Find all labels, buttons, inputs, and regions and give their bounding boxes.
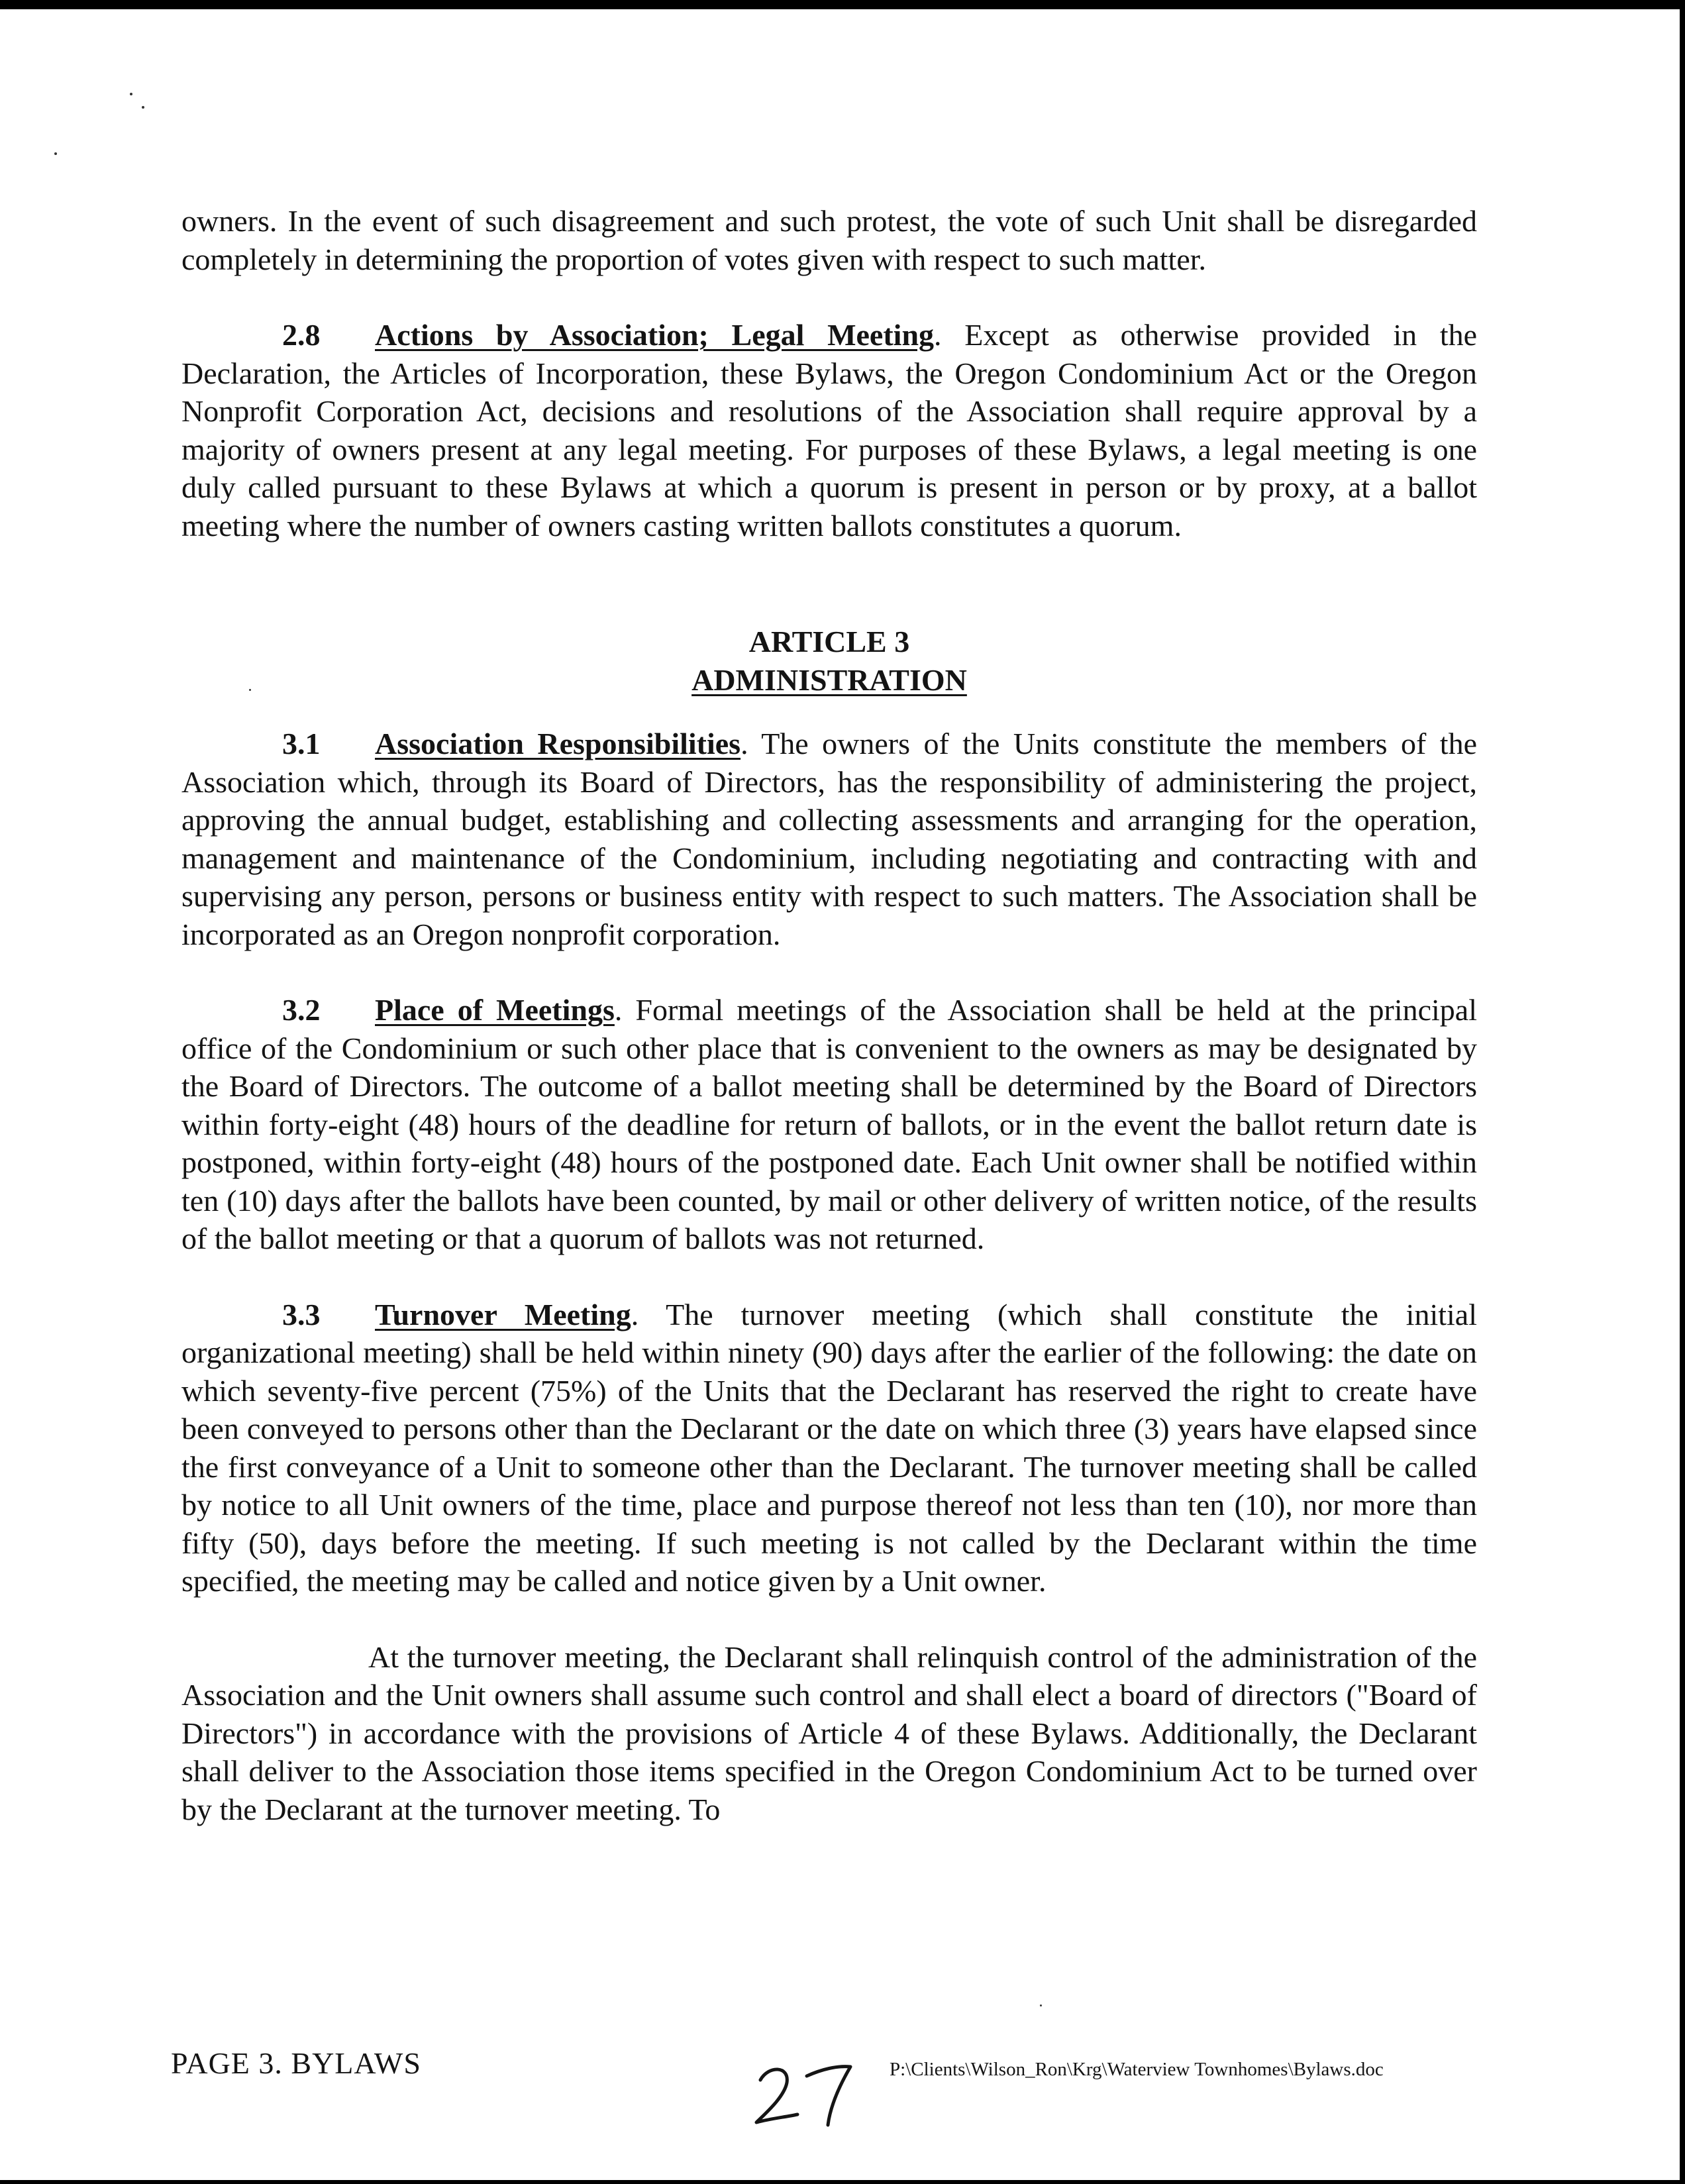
scan-border-right	[1680, 0, 1685, 2184]
section-2-8	[181, 316, 1477, 545]
scan-speck	[1040, 2004, 1042, 2006]
article-heading: ARTICLE 3	[748, 625, 910, 658]
continuation-paragraph: owners. In the event of such disagreement and such protest, the vote of such Unit shall be disregarded completely in determining the proportion of votes given with respect to such matter.	[181, 204, 1477, 276]
section-title: Place of Meetings	[375, 993, 615, 1027]
section-number: 3.2	[282, 993, 321, 1027]
section-body: . The turnover meeting (which shall constitute the initial organizational meeting) shall be held within ninety (90) days after the earlier of the following: the date on which seventy-five percent (75%) of the Units that the Declarant has reserved the right to create have been conveyed to persons other than the Declarant or the date on which three (3) years have elapsed since the first conveyance of a Unit to someone other than the Declarant. The turnover meeting shall be called by notice to all Unit owners of the time, place and purpose thereof not less than ten (10), nor more than fifty (50), days before the meeting. If such meeting is not called by the Declarant within the time specified, the meeting may be called and notice given by a Unit owner.	[181, 1297, 1477, 1598]
footer-file-path: P:\Clients\Wilson_Ron\Krg\Waterview Townhomes\Bylaws.doc	[890, 2059, 1384, 2080]
section-body: . Formal meetings of the Association shall be held at the principal office of the Condominium or such other place that is convenient to the owners as may be designated by the Board of Directors. The outcome of a ballot meeting shall be determined by the Board of Directors within forty-eight (48) hours of the deadline for return of ballots, or in the event the ballot return date is postponed, within forty-eight (48) hours of the postponed date. Each Unit owner shall be notified within ten (10) days after the ballots have been counted, by mail or other delivery of written notice, of the results of the ballot meeting or that a quorum of ballots was not returned.	[181, 993, 1477, 1255]
scan-speck	[142, 106, 144, 109]
document-body	[181, 202, 1477, 1828]
article-header	[181, 623, 1477, 699]
turnover-paragraph: At the turnover meeting, the Declarant shall relinquish control of the administration of the Association and the Unit owners shall assume such control and shall elect a board of directors ("Board of Directors") in accordance with the provisions of Article 4 of these Bylaws. Additionally, the Declarant shall deliver to the Association those items specified in the Oregon Condominium Act to be turned over by the Declarant at the turnover meeting. To	[181, 1639, 1477, 1826]
section-number: 3.1	[282, 727, 321, 760]
scan-speck	[54, 152, 57, 155]
article-subheading: ADMINISTRATION	[691, 662, 967, 697]
scan-speck	[130, 93, 132, 95]
section-title: Actions by Association; Legal Meeting	[375, 318, 935, 352]
section-number: 2.8	[282, 318, 321, 352]
scan-border-bottom	[0, 2180, 1685, 2184]
handwritten-page-number	[748, 2054, 861, 2133]
scan-border-top	[0, 0, 1685, 9]
footer-page-label: PAGE 3. BYLAWS	[171, 2046, 421, 2080]
section-number: 3.3	[282, 1297, 321, 1331]
section-title: Association Responsibilities	[375, 727, 741, 760]
section-3-3	[181, 1296, 1477, 1600]
section-body: . The owners of the Units constitute the members of the Association which, through its Board of Directors, has the responsibility of administering the project, approving the annual budget, establishing and collecting assessments and arranging for the operation, management and maintenance of the Condominium, including negotiating and contracting with and supervising any person, persons or business entity with respect to such matters. The Association shall be incorporated as an Oregon nonprofit corporation.	[181, 727, 1477, 951]
section-title: Turnover Meeting	[375, 1297, 631, 1331]
section-3-2	[181, 991, 1477, 1258]
section-3-1	[181, 725, 1477, 953]
section-body: . Except as otherwise provided in the Declaration, the Articles of Incorporation, these Bylaws, the Oregon Condominium Act or the Oregon Nonprofit Corporation Act, decisions and resolutions of the Association shall require approval by a majority of owners present at any legal meeting. For purposes of these Bylaws, a legal meeting is one duly called pursuant to these Bylaws at which a quorum is present in person or by proxy, at a ballot meeting where the number of owners casting written ballots constitutes a quorum.	[181, 318, 1478, 543]
